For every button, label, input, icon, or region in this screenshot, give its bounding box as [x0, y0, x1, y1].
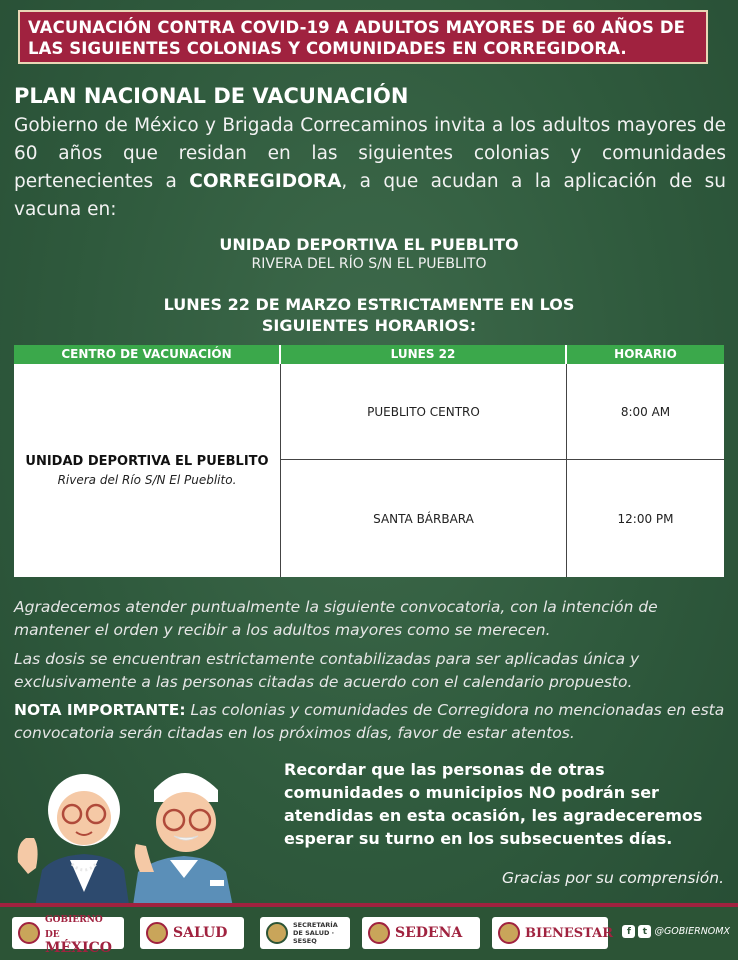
message-1: Agradecemos atender puntualmente la siguiente convocatoria, con la intención de mantener el orden y recibir a los adultos mayores como se merecen.	[14, 598, 658, 639]
intro-bold: CORREGIDORA	[189, 171, 342, 192]
banner-line-1: VACUNACIÓN CONTRA COVID-19 A ADULTOS MAYORES DE 60 AÑOS DE	[28, 18, 686, 37]
logo-sedena	[362, 917, 480, 949]
header-lunes: LUNES 22	[281, 345, 565, 364]
logo-text: SEDENA	[395, 924, 463, 941]
logo-text: BIENESTAR	[525, 925, 614, 941]
logo-seseq	[260, 917, 350, 949]
date-heading	[0, 294, 738, 336]
nota-text: Las colonias y comunidades de Corregidora no mencionadas en esta convocatoria serán citadas en los próximos días, favor de estar atentos.	[14, 701, 725, 742]
center-address: Rivera del Río S/N El Pueblito.	[57, 473, 237, 487]
center-cell	[14, 364, 280, 577]
intro-text-b: , a que acudan a la aplicación de su vacuna en:	[14, 171, 726, 220]
plan-title: PLAN NACIONAL DE VACUNACIÓN	[14, 84, 409, 108]
message-2: Las dosis se encuentran estrictamente contabilizadas para ser aplicadas única y exclusivamente a las personas citadas de acuerdo con el calendario propuesto.	[14, 650, 640, 691]
shield-icon	[266, 922, 288, 944]
logo-gobierno-mexico	[12, 914, 124, 956]
banner-line-2: LAS SIGUIENTES COLONIAS Y COMUNIDADES EN CORREGIDORA.	[28, 39, 627, 58]
venue-name: UNIDAD DEPORTIVA EL PUEBLITO	[219, 235, 519, 254]
recall-notice: Recordar que las personas de otras comunidades o municipios NO podrán ser atendidas en esta ocasión, les agradeceremos esperar su turno en los subsecuentes días.	[284, 760, 703, 848]
nota-importante	[14, 699, 726, 745]
logo-sub: MÉXICO	[45, 939, 112, 956]
logo-name: GOBIERNO DE	[45, 914, 103, 940]
eagle-seal-icon	[146, 922, 168, 944]
nota-label: NOTA IMPORTANTE:	[14, 701, 186, 719]
title-banner	[18, 10, 708, 64]
date-line-2: SIGUIENTES HORARIOS:	[261, 316, 477, 335]
intro-paragraph	[14, 112, 726, 224]
intro-text-a: Gobierno de México y Brigada Correcaminos invita a los adultos mayores de 60 años que residan en las siguientes colonias y comunidades pertenecientes a	[14, 115, 726, 192]
venue-address: RIVERA DEL RÍO S/N EL PUEBLITO	[251, 256, 487, 272]
horario-cell: 8:00 AM	[620, 404, 671, 419]
logo-salud	[140, 917, 244, 949]
center-name: UNIDAD DEPORTIVA EL PUEBLITO	[25, 454, 269, 469]
logo-text: SALUD	[173, 924, 228, 941]
facebook-icon[interactable]: f	[622, 925, 635, 938]
header-horario: HORARIO	[567, 345, 724, 364]
eagle-seal-icon	[498, 922, 520, 944]
social-handle[interactable]: @GOBIERNOMX	[654, 926, 730, 937]
logo-text: SECRETARÍA DE SALUD · SESEQ	[293, 921, 338, 945]
twitter-icon[interactable]: t	[638, 925, 651, 938]
thanks-text: Gracias por su comprensión.	[502, 869, 724, 887]
eagle-seal-icon	[18, 922, 40, 944]
logo-text	[45, 912, 118, 955]
elderly-couple-illustration	[14, 752, 289, 912]
colonia-cell: SANTA BÁRBARA	[373, 511, 474, 526]
date-line-1: LUNES 22 DE MARZO ESTRICTAMENTE EN LOS	[163, 295, 575, 314]
footer-logos	[0, 903, 738, 960]
eagle-seal-icon	[368, 922, 390, 944]
horario-cell: 12:00 PM	[617, 511, 674, 526]
colonia-cell: PUEBLITO CENTRO	[367, 404, 480, 419]
header-centro: CENTRO DE VACUNACIÓN	[14, 345, 279, 364]
logo-bienestar	[492, 917, 614, 949]
schedule-table	[14, 345, 724, 577]
social-links	[622, 925, 730, 938]
